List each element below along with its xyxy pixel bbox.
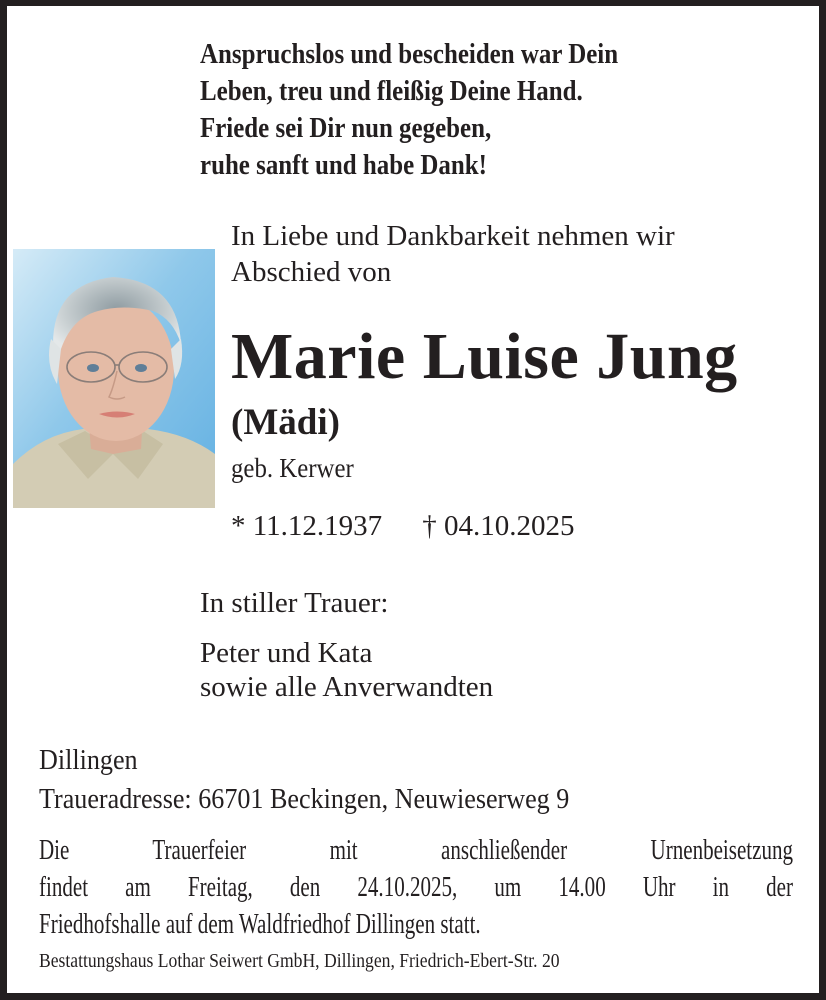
- mourning-address: Traueradresse: 66701 Beckingen, Neuwieserweg 9: [39, 783, 570, 815]
- portrait-image: [13, 249, 215, 508]
- life-dates: [231, 509, 574, 543]
- birth-date: * 11.12.1937: [231, 510, 383, 542]
- death-date: † 04.10.2025: [422, 510, 575, 542]
- poem-line: ruhe sanft und habe Dank!: [200, 149, 487, 181]
- deceased-name: Marie Luise Jung: [231, 320, 738, 393]
- mourners-label: In stiller Trauer:: [200, 587, 389, 619]
- poem: [200, 36, 618, 184]
- ceremony-line: findet am Freitag, den 24.10.2025, um 14.00 Uhr in der: [39, 871, 793, 903]
- ceremony-info: [39, 832, 793, 943]
- poem-line: Anspruchslos und bescheiden war Dein: [200, 38, 619, 70]
- deceased-nickname: (Mädi): [231, 402, 340, 443]
- ceremony-line: Friedhofshalle auf dem Waldfriedhof Dillingen statt.: [39, 908, 481, 940]
- mourners-list: [200, 636, 493, 704]
- funeral-home: Bestattungshaus Lothar Seiwert GmbH, Dillingen, Friedrich-Ebert-Str. 20: [39, 950, 560, 972]
- birth-name: geb. Kerwer: [231, 453, 354, 483]
- portrait-photo: [13, 249, 215, 508]
- poem-line: Friede sei Dir nun gegeben,: [200, 112, 492, 144]
- obituary-notice: [7, 6, 819, 993]
- intro-line: Abschied von: [231, 256, 392, 288]
- place: Dillingen: [39, 744, 138, 776]
- poem-line: Leben, treu und fleißig Deine Hand.: [200, 75, 583, 107]
- mourner-line: Peter und Kata: [200, 637, 373, 669]
- intro-line: In Liebe und Dankbarkeit nehmen wir: [231, 220, 675, 252]
- intro-text: [231, 218, 675, 290]
- ceremony-line: Die Trauerfeier mit anschließender Urnenbeisetzung: [39, 834, 793, 866]
- mourner-line: sowie alle Anverwandten: [200, 671, 494, 703]
